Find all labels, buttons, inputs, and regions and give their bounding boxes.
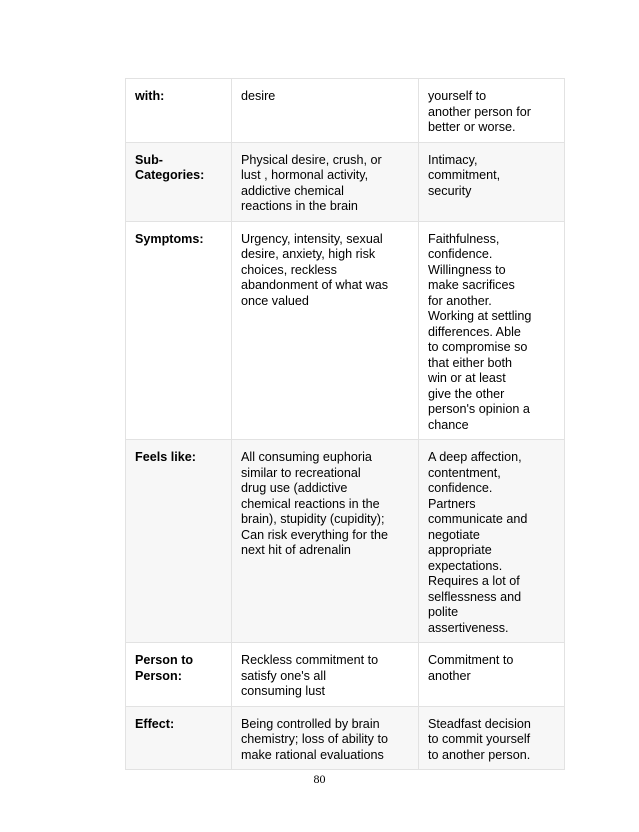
table-row [126, 221, 565, 440]
cell-text-line: Physical desire, crush, or [241, 152, 382, 167]
cell-text-line: better or worse. [428, 120, 516, 134]
cell-text-line: Requires a lot of [428, 574, 520, 588]
cell-text-line: Willingness to [428, 262, 506, 277]
table-row [126, 706, 565, 770]
cell-text-line: brain), stupidity (cupidity); [241, 512, 385, 526]
cell-text-line: for another. [428, 293, 492, 308]
cell-text-line: to compromise so [428, 340, 528, 354]
cell-lust [232, 706, 419, 770]
cell-text-line: polite [428, 605, 459, 619]
cell-text-line: make rational evaluations [241, 747, 384, 762]
cell-text-line: Person to [135, 653, 194, 667]
page-number: 80 [313, 772, 326, 786]
cell-text-line: confidence. [428, 247, 493, 261]
cell-text-line: chance [428, 417, 469, 432]
table-row [126, 142, 565, 221]
cell-love [419, 643, 565, 707]
cell-text-line: reactions in the brain [241, 199, 358, 213]
cell-text-line: next hit of adrenalin [241, 543, 351, 557]
cell-text-line: make sacrifices [428, 278, 515, 292]
cell-text-line: lust , hormonal activity, [241, 168, 369, 182]
cell-lust [232, 79, 419, 143]
cell-love [419, 221, 565, 440]
comparison-table-body [126, 79, 565, 770]
cell-text-line: consuming lust [241, 684, 325, 698]
cell-text-line: Can risk everything for the [241, 527, 388, 542]
cell-text-line: with: [135, 89, 165, 103]
table-row [126, 643, 565, 707]
cell-label [126, 79, 232, 143]
cell-text-line: once valued [241, 293, 309, 308]
cell-text-line: desire, anxiety, high risk [241, 247, 376, 261]
table-row [126, 440, 565, 643]
cell-label [126, 643, 232, 707]
cell-text-line: confidence. [428, 481, 493, 495]
cell-text-line: Faithfulness, [428, 231, 500, 246]
cell-text-line: assertiveness. [428, 620, 509, 635]
comparison-table [125, 78, 565, 770]
cell-text-line: choices, reckless [241, 262, 337, 277]
cell-text-line: win or at least [428, 371, 506, 385]
cell-text-line: Partners [428, 496, 476, 511]
cell-text-line: A deep affection, [428, 450, 522, 464]
cell-text-line: Feels like: [135, 450, 196, 464]
cell-love [419, 142, 565, 221]
cell-love [419, 79, 565, 143]
table-row [126, 79, 565, 143]
cell-label [126, 221, 232, 440]
cell-text-line: Person: [135, 668, 182, 683]
cell-text-line: expectations. [428, 558, 503, 573]
cell-text-line: chemical reactions in the [241, 496, 380, 511]
cell-text-line: All consuming euphoria [241, 450, 372, 464]
cell-text-line: drug use (addictive [241, 481, 348, 495]
cell-text-line: Being controlled by brain [241, 716, 380, 731]
cell-text-line: Effect: [135, 716, 175, 731]
cell-love [419, 706, 565, 770]
cell-text-line: Urgency, intensity, sexual [241, 231, 383, 246]
cell-text-line: to commit yourself [428, 732, 531, 746]
cell-text-line: Intimacy, [428, 152, 478, 167]
cell-text-line: selflessness and [428, 589, 522, 604]
cell-text-line: similar to recreational [241, 465, 361, 480]
cell-text-line: chemistry; loss of ability to [241, 732, 388, 746]
cell-lust [232, 643, 419, 707]
cell-lust [232, 221, 419, 440]
cell-love [419, 440, 565, 643]
cell-text-line: another [428, 668, 471, 683]
cell-text-line: abandonment of what was [241, 278, 389, 292]
cell-text-line: yourself to [428, 89, 487, 103]
cell-lust [232, 440, 419, 643]
cell-text-line: Sub- [135, 152, 163, 167]
cell-text-line: contentment, [428, 465, 501, 480]
cell-text-line: satisfy one's all [241, 668, 327, 683]
cell-label [126, 440, 232, 643]
cell-lust [232, 142, 419, 221]
cell-text-line: security [428, 183, 472, 198]
cell-text-line: to another person. [428, 747, 531, 762]
cell-label [126, 142, 232, 221]
cell-text-line: Steadfast decision [428, 716, 531, 731]
cell-text-line: appropriate [428, 543, 492, 557]
cell-text-line: addictive chemical [241, 183, 344, 198]
cell-text-line: Working at settling [428, 309, 532, 323]
cell-text-line: negotiate [428, 527, 480, 542]
cell-text-line: Commitment to [428, 653, 514, 667]
cell-text-line: differences. Able [428, 324, 521, 339]
cell-text-line: Reckless commitment to [241, 653, 379, 667]
cell-label [126, 706, 232, 770]
cell-text-line: give the other [428, 386, 505, 401]
cell-text-line: Categories: [135, 168, 205, 182]
cell-text-line: another person for [428, 104, 531, 119]
cell-text-line: desire [241, 89, 276, 103]
cell-text-line: communicate and [428, 512, 528, 526]
cell-text-line: commitment, [428, 168, 501, 182]
cell-text-line: Symptoms: [135, 231, 204, 246]
cell-text-line: person's opinion a [428, 402, 530, 416]
cell-text-line: that either both [428, 355, 513, 370]
